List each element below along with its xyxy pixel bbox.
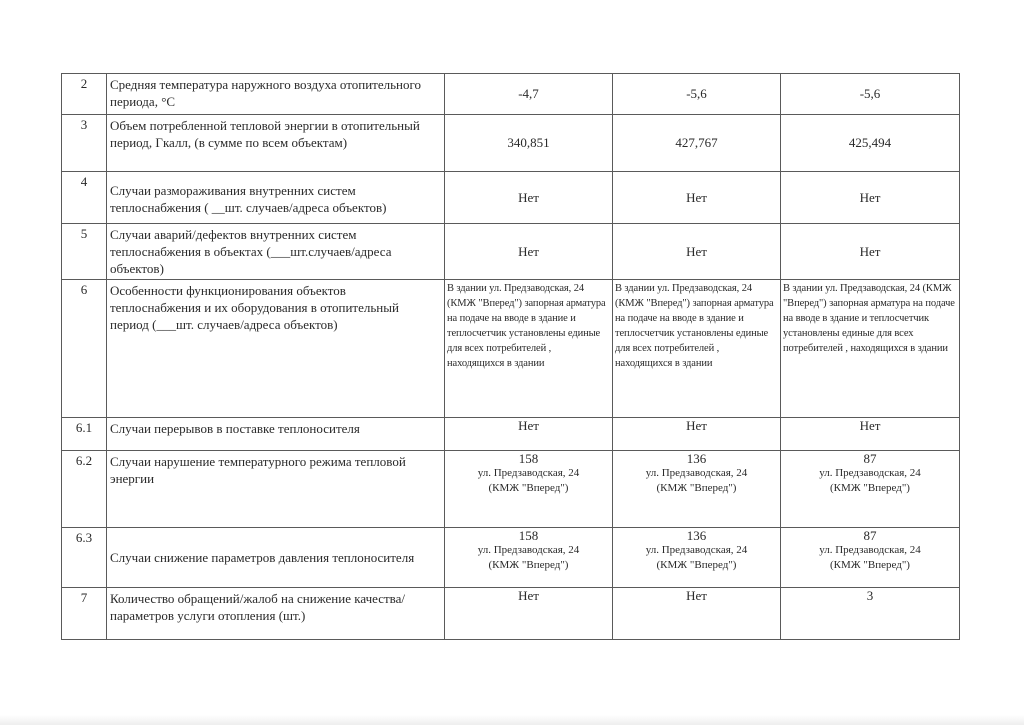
- incident-org: (КМЖ "Вперед"): [488, 482, 569, 494]
- value-cell: 427,767: [613, 115, 781, 172]
- incident-org: (КМЖ "Вперед"): [656, 482, 737, 494]
- value-cell: Нет: [781, 224, 960, 280]
- table-row: [62, 224, 960, 280]
- row-number: 3: [62, 115, 107, 172]
- row-label: Случаи размораживания внутренних систем теплоснабжения ( __шт. случаев/адреса объектов): [107, 172, 445, 224]
- table-row: [62, 280, 960, 418]
- incident-count: 87: [863, 528, 877, 543]
- incident-org: (КМЖ "Вперед"): [656, 559, 737, 571]
- value-cell: Нет: [613, 418, 781, 451]
- incident-address: ул. Предзаводская, 24: [819, 544, 921, 556]
- value-cell: Нет: [781, 418, 960, 451]
- row-number: 6.2: [62, 451, 107, 528]
- incident-count: 158: [518, 451, 539, 466]
- row-label: Случаи перерывов в поставке теплоносителя: [107, 418, 445, 451]
- row-number: 2: [62, 74, 107, 115]
- incident-count: 136: [686, 451, 707, 466]
- row-number: 5: [62, 224, 107, 280]
- report-table: [61, 73, 960, 640]
- incident-address: ул. Предзаводская, 24: [477, 544, 580, 556]
- incident-org: (КМЖ "Вперед"): [488, 559, 569, 571]
- value-cell: -5,6: [781, 74, 960, 115]
- value-cell: 425,494: [781, 115, 960, 172]
- incident-address: ул. Предзаводская, 24: [645, 544, 748, 556]
- row-label: Особенности функционирования объектов теплоснабжения и их оборудования в отопительный период (___шт. случаев/адреса объектов): [107, 280, 445, 418]
- incident-org: (КМЖ "Вперед"): [830, 559, 910, 571]
- value-cell: Нет: [613, 224, 781, 280]
- row-label: Средняя температура наружного воздуха отопительного периода, °С: [107, 74, 445, 115]
- value-cell: 3: [781, 588, 960, 640]
- row-label: Случаи аварий/дефектов внутренних систем теплоснабжения в объектах (___шт.случаев/адреса объектов): [107, 224, 445, 280]
- table-row: [62, 528, 960, 588]
- row-label: Объем потребленной тепловой энергии в отопительный период, Гкалл, (в сумме по всем объектам): [107, 115, 445, 172]
- value-cell: [613, 528, 781, 588]
- value-cell: Нет: [613, 588, 781, 640]
- table-row: [62, 451, 960, 528]
- value-cell: Нет: [445, 224, 613, 280]
- value-cell: -4,7: [445, 74, 613, 115]
- value-cell: Нет: [445, 418, 613, 451]
- value-cell: [445, 451, 613, 528]
- value-cell: -5,6: [613, 74, 781, 115]
- incident-address: ул. Предзаводская, 24: [819, 467, 921, 479]
- value-cell: Нет: [445, 172, 613, 224]
- incident-count: 158: [518, 528, 539, 543]
- value-cell: [781, 528, 960, 588]
- value-cell: [445, 528, 613, 588]
- row-number: 7: [62, 588, 107, 640]
- row-number: 6.3: [62, 528, 107, 588]
- table-row: [62, 172, 960, 224]
- value-cell: В здании ул. Предзаводская, 24 (КМЖ "Вперед") запорная арматура на подаче на вводе в здание и теплосчетчик установлены единые для всех потребителей , находящихся в здании: [613, 280, 781, 418]
- row-label: Количество обращений/жалоб на снижение качества/параметров услуги отопления (шт.): [107, 588, 445, 640]
- row-number: 4: [62, 172, 107, 224]
- value-cell: [613, 451, 781, 528]
- incident-count: 136: [686, 528, 707, 543]
- value-cell: 340,851: [445, 115, 613, 172]
- value-cell: Нет: [781, 172, 960, 224]
- table-row: [62, 588, 960, 640]
- page-edge: [0, 715, 1024, 725]
- row-number: 6: [62, 280, 107, 418]
- value-cell: В здании ул. Предзаводская, 24 (КМЖ "Вперед") запорная арматура на подаче на вводе в здание и теплосчетчик установлены единые для всех потребителей , находящихся в здании: [445, 280, 613, 418]
- table-row: [62, 115, 960, 172]
- incident-address: ул. Предзаводская, 24: [477, 467, 580, 479]
- row-label: Случаи нарушение температурного режима тепловой энергии: [107, 451, 445, 528]
- incident-count: 87: [863, 451, 877, 466]
- value-cell: В здании ул. Предзаводская, 24 (КМЖ "Вперед") запорная арматура на подаче на вводе в здание и теплосчетчик установлены единые для всех потребителей , находящихся в здании: [781, 280, 960, 418]
- row-label: Случаи снижение параметров давления теплоносителя: [107, 528, 445, 588]
- value-cell: [781, 451, 960, 528]
- value-cell: Нет: [445, 588, 613, 640]
- row-number: 6.1: [62, 418, 107, 451]
- table-row: [62, 74, 960, 115]
- value-cell: Нет: [613, 172, 781, 224]
- incident-address: ул. Предзаводская, 24: [645, 467, 748, 479]
- incident-org: (КМЖ "Вперед"): [830, 482, 910, 494]
- table-row: [62, 418, 960, 451]
